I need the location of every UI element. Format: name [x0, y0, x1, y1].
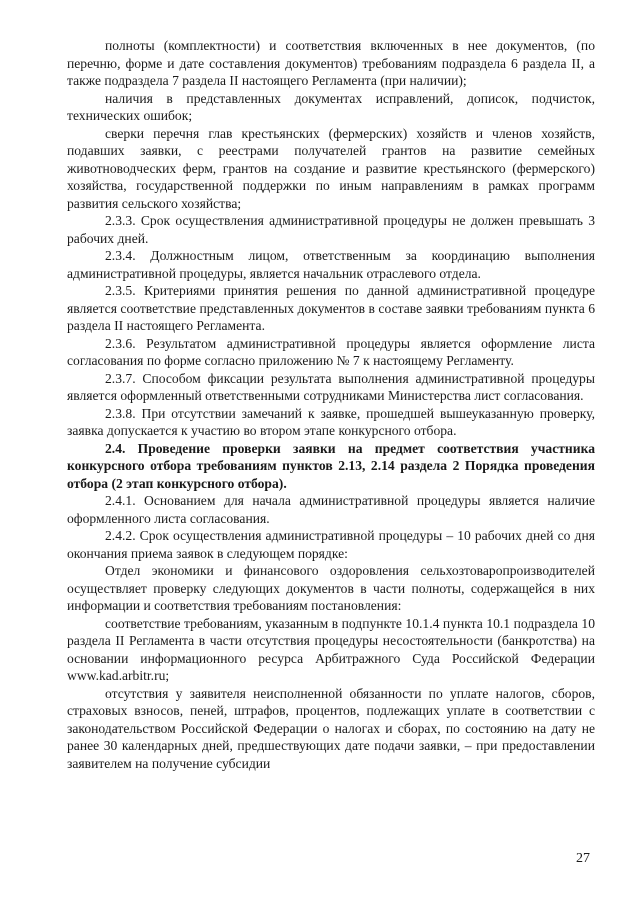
paragraph-completeness: полноты (комплектности) и соответствия включенных в нее документов, (по перечню, форме и дате составления документов) требованиям подраздела 6 раздела II, а также подраздела 7 раздела II настоящего Регламента (при наличии);: [67, 38, 595, 88]
paragraph-2-3-7: 2.3.7. Способом фиксации результата выполнения административной процедуры является оформленный ответственными сотрудниками Министерства лист согласования.: [67, 370, 595, 403]
paragraph-reconciliation: сверки перечня глав крестьянских (фермерских) хозяйств и членов хозяйств, подавших заявки, с реестрами получателей грантов на развитие семейных животноводческих ферм, грантов на создание и развитие крестьянского (фермерского) хозяйства, государственной поддержки по иным направлениям в рамках программ развития сельского хозяйства;: [67, 125, 595, 211]
paragraph-bankruptcy-check: соответствие требованиям, указанным в подпункте 10.1.4 пункта 10.1 подраздела 10 раздела II Регламента в части отсутствия процедуры несостоятельности (банкротства) на основании информационного ресурса Арбитражного Суда Российской Федерации www.kad.arbitr.ru;: [67, 615, 595, 683]
paragraph-economics-department: Отдел экономики и финансового оздоровления сельхозтоваропроизводителей осуществляет проверку следующих документов в части полноты, содержащейся в них информации и соответствия требованиям постановления:: [67, 563, 595, 613]
paragraph-2-3-6: 2.3.6. Результатом административной процедуры является оформление листа согласования по форме согласно приложению № 7 к настоящему Регламенту.: [67, 335, 595, 368]
document-page: [67, 37, 595, 772]
paragraph-tax-check: отсутствия у заявителя неисполненной обязанности по уплате налогов, сборов, страховых взносов, пеней, штрафов, процентов, подлежащих уплате в соответствии с законодательством Российской Федерации о налогах и сборах, по состоянию на дату не ранее 30 календарных дней, предшествующих дате подачи заявки, – при предоставлении заявителем на получение субсидии: [67, 685, 595, 771]
paragraph-2-3-4: 2.3.4. Должностным лицом, ответственным за координацию выполнения административной процедуры, является начальник отраслевого отдела.: [67, 248, 595, 281]
paragraph-2-3-5: 2.3.5. Критериями принятия решения по данной административной процедуре является соответствие представленных документов в составе заявки требованиям пункта 6 раздела II настоящего Регламента.: [67, 283, 595, 333]
paragraph-2-4-1: 2.4.1. Основанием для начала административной процедуры является наличие оформленного листа согласования.: [67, 493, 595, 526]
section-heading-2-4: 2.4. Проведение проверки заявки на предмет соответствия участника конкурсного отбора требованиям пунктов 2.13, 2.14 раздела 2 Порядка проведения отбора (2 этап конкурсного отбора).: [67, 440, 595, 491]
page-number: 27: [576, 851, 590, 866]
paragraph-2-3-3: 2.3.3. Срок осуществления административной процедуры не должен превышать 3 рабочих дней.: [67, 213, 595, 246]
paragraph-2-4-2: 2.4.2. Срок осуществления административной процедуры – 10 рабочих дней со дня окончания приема заявок в следующем порядке:: [67, 528, 595, 561]
paragraph-2-3-8: 2.3.8. При отсутствии замечаний к заявке, прошедшей вышеуказанную проверку, заявка допускается к участию во втором этапе конкурсного отбора.: [67, 405, 595, 438]
paragraph-corrections: наличия в представленных документах исправлений, дописок, подчисток, технических ошибок;: [67, 90, 595, 123]
